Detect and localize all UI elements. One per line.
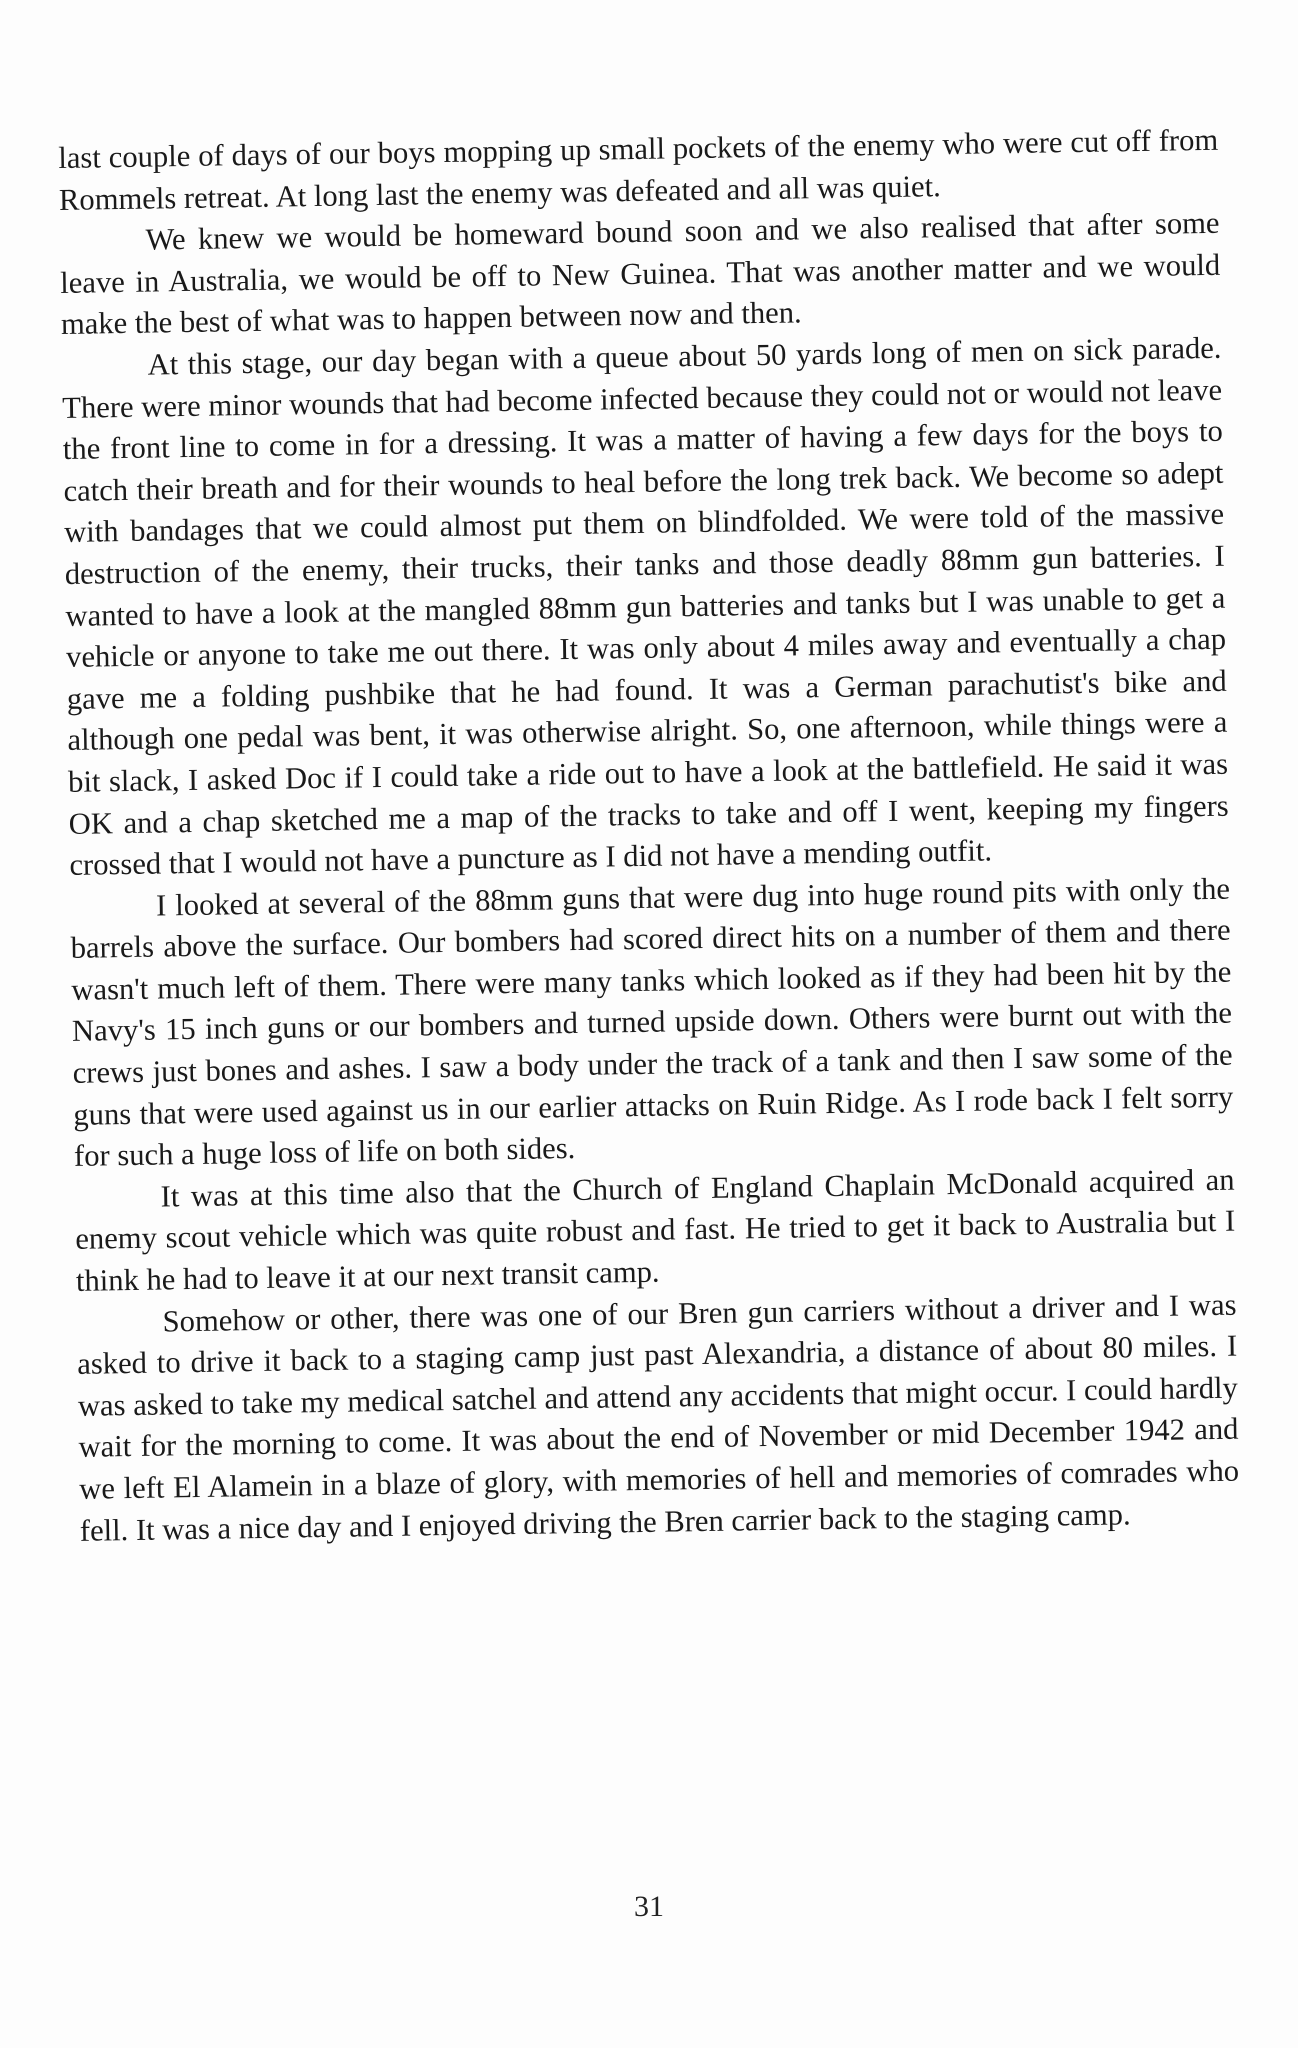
paragraph-1: last couple of days of our boys mopping up small pockets of the enemy who were cut off from Rommels retreat. At long last the enemy was defeated and all was quiet. [58, 122, 1219, 217]
paragraph-5: It was at this time also that the Church of England Chaplain McDonald acquired an enemy scout vehicle which was quite robust and fast. He tried to get it back to Australia but I think he had to leave it at our next transit camp. [75, 1162, 1236, 1298]
paragraph-2: We knew we would be homeward bound soon and we also realised that after some leave in Australia, we would be off to New Guinea. That was another matter and we would make the best of what was to happen between now and then. [60, 205, 1221, 342]
page-number: 31 [634, 1890, 664, 1923]
body-text [58, 120, 1240, 1552]
paragraph-4: I looked at several of the 88mm guns that were dug into huge round pits with only the barrels above the surface. Our bombers had scored direct hits on a number of them and there wasn't much left of them. There were many tanks which looked as if they had been hit by the Navy's 15 inch guns or our bombers and turned upside down. Others were burnt out with the crews just bones and ashes. I saw a body under the track of a tank and then I saw some of the guns that were used against us in our earlier attacks on Ruin Ridge. As I rode back I felt sorry for such a huge loss of life on both sides. [70, 871, 1234, 1174]
paragraph-3: At this stage, our day began with a queue about 50 yards long of men on sick parade. There were minor wounds that had become infected because they could not or would not leave the front line to come in for a dressing. It was a matter of having a few days for the boys to catch their breath and for their wounds to heal before the long trek back. We become so adept with bandages that we could almost put them on blindfolded. We were told of the massive destruction of the enemy, their trucks, their tanks and those deadly 88mm gun batteries. I wanted to have a look at the mangled 88mm gun batteries and tanks but I was unable to get a vehicle or anyone to take me out there. It was only about 4 miles away and eventually a chap gave me a folding pushbike that he had found. It was a German parachutist's bike and although one pedal was bent, it was otherwise alright. So, one afternoon, while things were a bit slack, I asked Doc if I could take a ride out to have a look at the battlefield. He said it was OK and a chap sketched me a map of the tracks to take and off I went, keeping my fingers crossed that I would not have a puncture as I did not have a mending outfit. [61, 330, 1229, 883]
paragraph-6: Somehow or other, there was one of our Bren gun carriers without a driver and I was asked to drive it back to a staging camp just past Alexandria, a distance of about 80 miles. I was asked to take my medical satchel and attend any accidents that might occur. I could hardly wait for the morning to come. It was about the end of November or mid December 1942 and we left El Alamein in a blaze of glory, with memories of hell and memories of comrades who fell. It was a nice day and I enjoyed driving the Bren carrier back to the staging camp. [76, 1287, 1240, 1548]
